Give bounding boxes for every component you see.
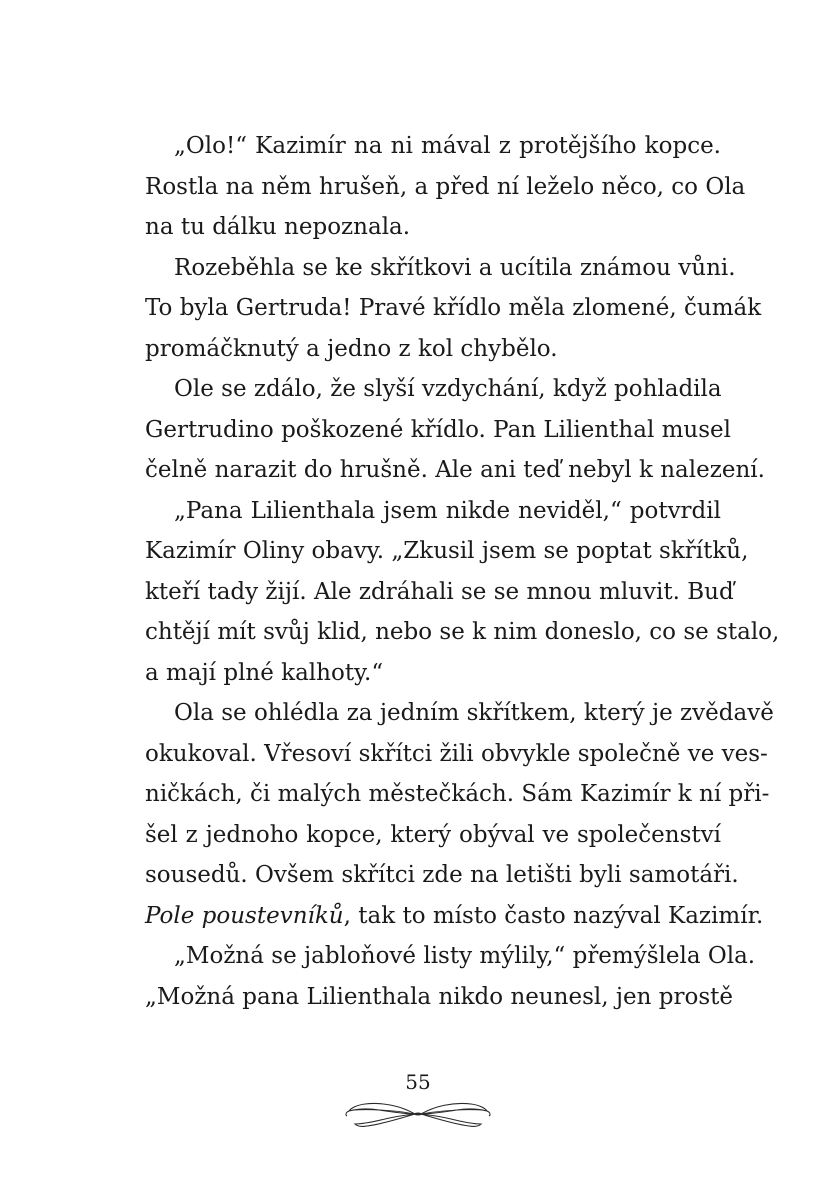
paragraph xyxy=(145,369,765,491)
leaf-swash-ornament-icon xyxy=(343,1094,493,1134)
text-line: sousedů. Ovšem skřítci zde na letišti byli samotáři. xyxy=(145,862,739,888)
text-line: Gertrudino poškozené křídlo. Pan Lilienthal musel xyxy=(145,416,732,443)
paragraph xyxy=(145,693,774,936)
text-line: šel z jednoho kopce, který obýval ve společenství xyxy=(145,821,721,848)
text-line: a mají plné kalhoty.“ xyxy=(145,659,384,686)
text-line: „Olo!“ Kazimír na ni mával z protějšího kopce. xyxy=(174,133,721,159)
text-line: na tu dálku nepoznala. xyxy=(145,214,411,240)
page-number: 55 xyxy=(405,1070,431,1094)
body-text xyxy=(145,126,780,1017)
text-line: ničkách, či malých městečkách. Sám Kazimír k ní při- xyxy=(145,781,770,807)
text-line: „Pana Lilienthala jsem nikde neviděl,“ potvrdil xyxy=(174,497,721,524)
text-line: Ola se ohlédla za jedním skřítkem, který je zvědavě xyxy=(174,700,774,726)
text-line: promáčknutý a jedno z kol chybělo. xyxy=(145,335,558,362)
paragraph xyxy=(145,491,780,694)
paragraph xyxy=(145,248,762,370)
text-line: okukoval. Vřesoví skřítci žili obvykle společně ve ves- xyxy=(145,740,768,767)
text-line xyxy=(145,896,764,937)
text-line: „Možná se jabloňové listy mýlily,“ přemýšlela Ola. xyxy=(174,943,756,969)
text-line: Ole se zdálo, že slyší vzdychání, když pohladila xyxy=(174,376,722,402)
paragraph xyxy=(145,936,756,1017)
text-line: čelně narazit do hrušně. Ale ani teď nebyl k nalezení. xyxy=(145,457,765,483)
text-line: „Možná pana Lilienthala nikdo neunesl, jen prostě xyxy=(145,983,733,1010)
paragraph xyxy=(145,126,746,248)
text-line: chtějí mít svůj klid, nebo se k nim doneslo, co se stalo, xyxy=(145,619,780,645)
text-fragment: , tak to místo často nazýval Kazimír. xyxy=(343,902,764,929)
text-line: kteří tady žijí. Ale zdráhali se se mnou mluvit. Buď xyxy=(145,578,734,605)
italic-phrase: Pole poustevníků xyxy=(145,902,344,929)
text-line: Rostla na něm hrušeň, a před ní leželo něco, co Ola xyxy=(145,173,746,200)
text-line: Kazimír Oliny obavy. „Zkusil jsem se poptat skřítků, xyxy=(145,538,749,564)
text-line: Rozeběhla se ke skřítkovi a ucítila známou vůni. xyxy=(174,254,736,281)
text-line: To byla Gertruda! Pravé křídlo měla zlomené, čumák xyxy=(145,295,762,321)
